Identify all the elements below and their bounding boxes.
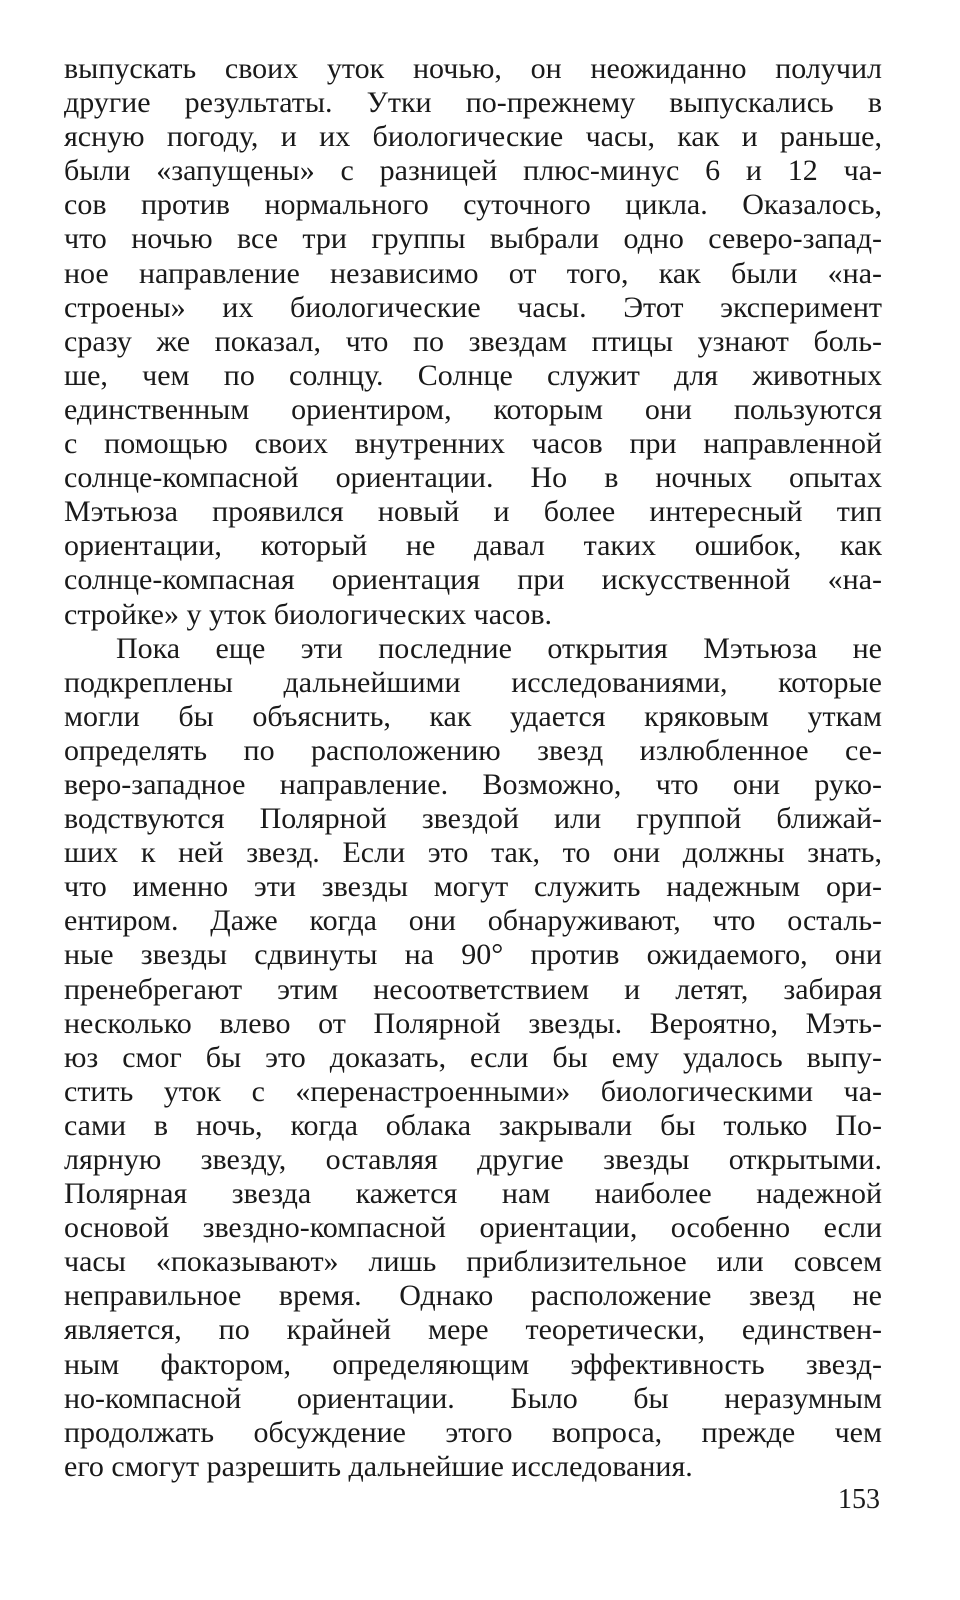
text-line: солнце-компасной ориентации. Но в ночных опытах bbox=[64, 461, 882, 495]
text-line: ные звезды сдвинуты на 90° против ожидаемого, они bbox=[64, 938, 882, 972]
paragraph-2 bbox=[64, 632, 882, 1484]
text-line: юз смог бы это доказать, если бы ему удалось выпу- bbox=[64, 1040, 882, 1074]
text-line: веро-западное направление. Возможно, что они руко- bbox=[64, 767, 882, 801]
text-line: несколько влево от Полярной звезды. Вероятно, Мэть- bbox=[64, 1006, 882, 1040]
text-line: с помощью своих внутренних часов при направленной bbox=[64, 427, 882, 461]
text-line: часы «показывают» лишь приблизительное или совсем bbox=[64, 1245, 882, 1279]
text-line: ориентации, который не давал таких ошибок, как bbox=[64, 529, 882, 563]
text-line: сов против нормального суточного цикла. Оказалось, bbox=[64, 188, 882, 222]
text-line: ным фактором, определяющим эффективность звезд- bbox=[64, 1347, 882, 1381]
text-line: Мэтьюза проявился новый и более интересный тип bbox=[64, 495, 882, 529]
text-line: ше, чем по солнцу. Солнце служит для животных bbox=[64, 358, 882, 392]
text-line: Полярная звезда кажется нам наиболее надежной bbox=[64, 1177, 882, 1211]
text-line: сразу же показал, что по звездам птицы узнают боль- bbox=[64, 324, 882, 358]
text-line: ентиром. Даже когда они обнаруживают, что осталь- bbox=[64, 904, 882, 938]
text-line: строены» их биологические часы. Этот эксперимент bbox=[64, 290, 882, 324]
text-line: что именно эти звезды могут служить надежным ори- bbox=[64, 870, 882, 904]
text-line: пренебрегают этим несоответствием и летят, забирая bbox=[64, 972, 882, 1006]
text-line: единственным ориентиром, которым они пользуются bbox=[64, 392, 882, 426]
text-line: его смогут разрешить дальнейшие исследования. bbox=[64, 1449, 693, 1483]
page-body bbox=[64, 52, 882, 1484]
text-line: другие результаты. Утки по-прежнему выпускались в bbox=[64, 86, 882, 120]
text-line: Пока еще эти последние открытия Мэтьюза не bbox=[116, 631, 882, 665]
text-line: но-компасной ориентации. Было бы неразумным bbox=[64, 1381, 882, 1415]
paragraph-1 bbox=[64, 52, 882, 632]
text-line: лярную звезду, оставляя другие звезды открытыми. bbox=[64, 1143, 882, 1176]
text-line: неправильное время. Однако расположение звезд не bbox=[64, 1279, 882, 1313]
text-line: стройке» у уток биологических часов. bbox=[64, 597, 553, 631]
text-line: что ночью все три группы выбрали одно северо-запад- bbox=[64, 222, 882, 256]
text-line: были «запущены» с разницей плюс-минус 6 и 12 ча- bbox=[64, 154, 882, 188]
text-line: основой звездно-компасной ориентации, особенно если bbox=[64, 1211, 882, 1245]
text-line: является, по крайней мере теоретически, единствен- bbox=[64, 1313, 882, 1347]
text-line: ное направление независимо от того, как были «на- bbox=[64, 256, 882, 290]
text-line: ясную погоду, и их биологические часы, как и раньше, bbox=[64, 120, 882, 154]
text-line: солнце-компасная ориентация при искусственной «на- bbox=[64, 563, 882, 597]
text-line: стить уток с «перенастроенными» биологическими ча- bbox=[64, 1074, 882, 1108]
text-line: определять по расположению звезд излюбленное се- bbox=[64, 733, 882, 767]
text-line: водствуются Полярной звездой или группой ближай- bbox=[64, 802, 882, 836]
page-number: 153 bbox=[838, 1484, 880, 1515]
text-line: подкреплены дальнейшими исследованиями, которые bbox=[64, 665, 882, 699]
text-line: ших к ней звезд. Если это так, то они должны знать, bbox=[64, 836, 882, 870]
text-line: могли бы объяснить, как удается кряковым уткам bbox=[64, 699, 882, 733]
text-line: выпускать своих уток ночью, он неожиданно получил bbox=[64, 52, 882, 85]
text-line: сами в ночь, когда облака закрывали бы только По- bbox=[64, 1108, 882, 1142]
text-line: продолжать обсуждение этого вопроса, прежде чем bbox=[64, 1415, 882, 1449]
